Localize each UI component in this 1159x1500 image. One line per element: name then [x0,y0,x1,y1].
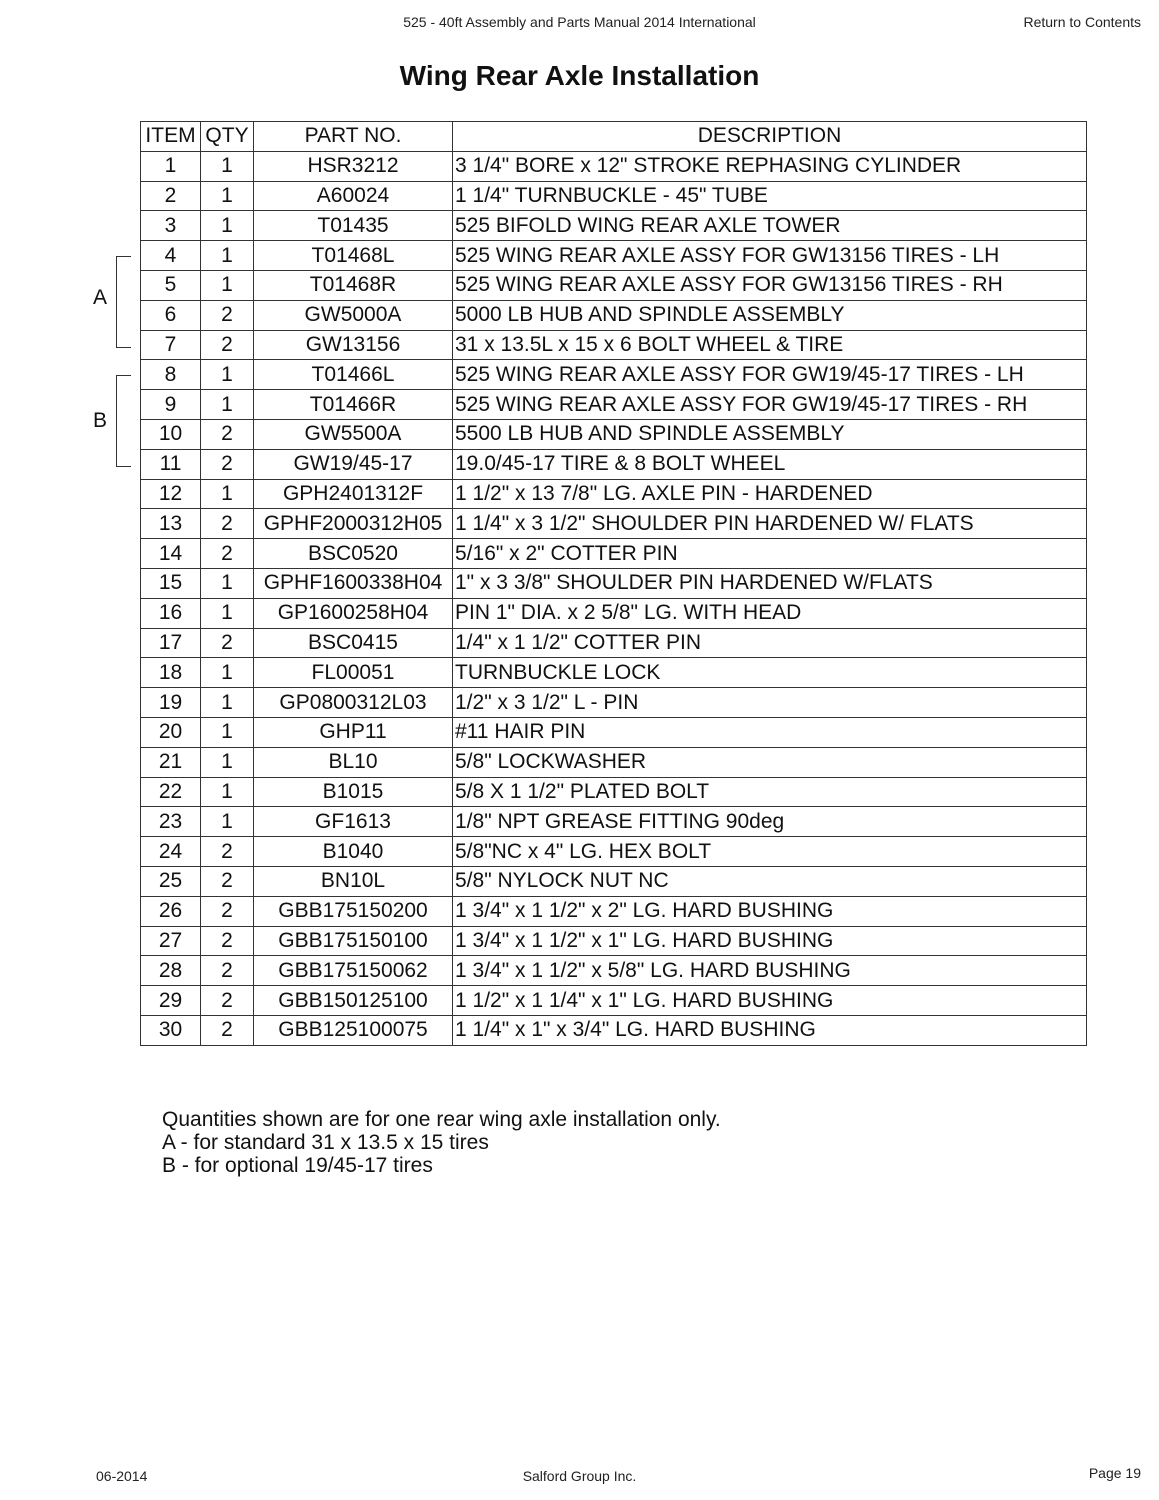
item-cell: 13 [141,509,201,539]
qty-cell: 1 [201,390,254,420]
qty-cell: 2 [201,419,254,449]
footer-date: 06-2014 [96,1468,148,1484]
part-no-cell: GPHF1600338H04 [254,568,453,598]
part-no-cell: BN10L [254,866,453,896]
qty-cell: 2 [201,539,254,569]
part-no-cell: GW13156 [254,330,453,360]
description-cell: 1 3/4" x 1 1/2" x 2" LG. HARD BUSHING [453,896,1087,926]
qty-cell: 2 [201,628,254,658]
qty-cell: 1 [201,270,254,300]
part-no-cell: B1015 [254,777,453,807]
part-no-cell: GHP11 [254,717,453,747]
part-no-cell: BSC0415 [254,628,453,658]
description-cell: 5000 LB HUB AND SPINDLE ASSEMBLY [453,300,1087,330]
item-cell: 21 [141,747,201,777]
part-no-cell: GPHF2000312H05 [254,509,453,539]
part-no-cell: T01435 [254,211,453,241]
item-cell: 7 [141,330,201,360]
page-title: Wing Rear Axle Installation [399,60,760,91]
item-cell: 22 [141,777,201,807]
item-cell: 1 [141,151,201,181]
qty-cell: 2 [201,837,254,867]
qty-cell: 2 [201,986,254,1016]
qty-cell: 1 [201,568,254,598]
description-cell: 5500 LB HUB AND SPINDLE ASSEMBLY [453,419,1087,449]
note-line: Quantities shown are for one rear wing axle installation only. [162,1108,721,1131]
table-row [141,986,1087,1016]
qty-cell: 1 [201,360,254,390]
description-cell: 1/8" NPT GREASE FITTING 90deg [453,807,1087,837]
table-row [141,300,1087,330]
part-no-cell: GBB125100075 [254,1015,453,1045]
table-row [141,896,1087,926]
qty-cell: 1 [201,777,254,807]
description-cell: 1 1/2" x 13 7/8" LG. AXLE PIN - HARDENED [453,479,1087,509]
table-row [141,539,1087,569]
qty-cell: 2 [201,330,254,360]
description-cell: 525 WING REAR AXLE ASSY FOR GW19/45-17 TIRES - LH [453,360,1087,390]
part-no-cell: GBB175150100 [254,926,453,956]
item-cell: 17 [141,628,201,658]
description-cell: 525 WING REAR AXLE ASSY FOR GW13156 TIRES - RH [453,270,1087,300]
table-row [141,419,1087,449]
table-row [141,956,1087,986]
item-cell: 2 [141,181,201,211]
table-row [141,658,1087,688]
description-cell: TURNBUCKLE LOCK [453,658,1087,688]
qty-cell: 2 [201,866,254,896]
description-cell: 525 WING REAR AXLE ASSY FOR GW13156 TIRES - LH [453,241,1087,271]
qty-cell: 1 [201,241,254,271]
qty-cell: 1 [201,658,254,688]
table-row [141,181,1087,211]
table-row [141,449,1087,479]
column-header-part-no: PART NO. [254,122,453,152]
table-row [141,717,1087,747]
description-cell: 5/8" LOCKWASHER [453,747,1087,777]
item-cell: 24 [141,837,201,867]
description-cell: 1/4" x 1 1/2" COTTER PIN [453,628,1087,658]
table-row [141,241,1087,271]
part-no-cell: A60024 [254,181,453,211]
table-row [141,688,1087,718]
table-row [141,330,1087,360]
item-cell: 28 [141,956,201,986]
item-cell: 20 [141,717,201,747]
description-cell: 3 1/4" BORE x 12" STROKE REPHASING CYLINDER [453,151,1087,181]
table-header-row [141,122,1087,152]
qty-cell: 1 [201,211,254,241]
item-cell: 4 [141,241,201,271]
column-header-qty: QTY [201,122,254,152]
table-row [141,211,1087,241]
group-b-label: B [93,409,108,432]
qty-cell: 2 [201,449,254,479]
qty-cell: 2 [201,896,254,926]
table-row [141,390,1087,420]
qty-cell: 2 [201,1015,254,1045]
description-cell: 1 1/4" TURNBUCKLE - 45" TUBE [453,181,1087,211]
part-no-cell: GF1613 [254,807,453,837]
table-row [141,509,1087,539]
group-b-bracket [116,375,131,467]
table-row [141,270,1087,300]
qty-cell: 1 [201,747,254,777]
item-cell: 6 [141,300,201,330]
table-row [141,837,1087,867]
group-a-label: A [93,286,108,309]
item-cell: 27 [141,926,201,956]
item-cell: 14 [141,539,201,569]
page-number: Page 19 [1088,1465,1141,1481]
qty-cell: 2 [201,509,254,539]
item-cell: 10 [141,419,201,449]
description-cell: 1 1/4" x 3 1/2" SHOULDER PIN HARDENED W/ FLATS [453,509,1087,539]
table-row [141,360,1087,390]
description-cell: 1 3/4" x 1 1/2" x 1" LG. HARD BUSHING [453,926,1087,956]
part-no-cell: FL00051 [254,658,453,688]
part-no-cell: T01468L [254,241,453,271]
notes [162,1108,721,1177]
description-cell: #11 HAIR PIN [453,717,1087,747]
description-cell: 31 x 13.5L x 15 x 6 BOLT WHEEL & TIRE [453,330,1087,360]
part-no-cell: T01466R [254,390,453,420]
table-row [141,777,1087,807]
part-no-cell: GP1600258H04 [254,598,453,628]
description-cell: PIN 1" DIA. x 2 5/8" LG. WITH HEAD [453,598,1087,628]
return-to-contents-link[interactable]: Return to Contents [1023,14,1141,30]
description-cell: 19.0/45-17 TIRE & 8 BOLT WHEEL [453,449,1087,479]
part-no-cell: T01466L [254,360,453,390]
description-cell: 525 BIFOLD WING REAR AXLE TOWER [453,211,1087,241]
item-cell: 30 [141,1015,201,1045]
qty-cell: 1 [201,807,254,837]
part-no-cell: B1040 [254,837,453,867]
table-row [141,568,1087,598]
description-cell: 1" x 3 3/8" SHOULDER PIN HARDENED W/FLATS [453,568,1087,598]
description-cell: 5/16" x 2" COTTER PIN [453,539,1087,569]
parts-table [140,121,1087,1046]
part-no-cell: GPH2401312F [254,479,453,509]
table-row [141,628,1087,658]
part-no-cell: GBB175150200 [254,896,453,926]
note-line: A - for standard 31 x 13.5 x 15 tires [162,1131,489,1154]
qty-cell: 2 [201,956,254,986]
qty-cell: 2 [201,926,254,956]
table-row [141,807,1087,837]
item-cell: 5 [141,270,201,300]
item-cell: 15 [141,568,201,598]
item-cell: 18 [141,658,201,688]
description-cell: 5/8 X 1 1/2" PLATED BOLT [453,777,1087,807]
item-cell: 29 [141,986,201,1016]
description-cell: 1 1/2" x 1 1/4" x 1" LG. HARD BUSHING [453,986,1087,1016]
item-cell: 19 [141,688,201,718]
part-no-cell: HSR3212 [254,151,453,181]
qty-cell: 2 [201,300,254,330]
footer-company: Salford Group Inc. [522,1468,637,1484]
table-row [141,866,1087,896]
item-cell: 26 [141,896,201,926]
manual-title: 525 - 40ft Assembly and Parts Manual 2014 International [403,14,756,30]
item-cell: 12 [141,479,201,509]
part-no-cell: GP0800312L03 [254,688,453,718]
qty-cell: 1 [201,151,254,181]
table-row [141,479,1087,509]
note-line: B - for optional 19/45-17 tires [162,1154,433,1177]
item-cell: 23 [141,807,201,837]
group-a-bracket [116,256,131,348]
part-no-cell: BSC0520 [254,539,453,569]
column-header-description: DESCRIPTION [453,122,1087,152]
column-header-item: ITEM [141,122,201,152]
part-no-cell: GW5500A [254,419,453,449]
description-cell: 1/2" x 3 1/2" L - PIN [453,688,1087,718]
description-cell: 5/8"NC x 4" LG. HEX BOLT [453,837,1087,867]
part-no-cell: GW5000A [254,300,453,330]
item-cell: 8 [141,360,201,390]
table-row [141,1015,1087,1045]
description-cell: 1 3/4" x 1 1/2" x 5/8" LG. HARD BUSHING [453,956,1087,986]
part-no-cell: GBB175150062 [254,956,453,986]
item-cell: 11 [141,449,201,479]
table-row [141,151,1087,181]
item-cell: 16 [141,598,201,628]
item-cell: 9 [141,390,201,420]
item-cell: 25 [141,866,201,896]
qty-cell: 1 [201,479,254,509]
table-row [141,926,1087,956]
parts-table-body [141,151,1087,1045]
part-no-cell: GW19/45-17 [254,449,453,479]
part-no-cell: T01468R [254,270,453,300]
qty-cell: 1 [201,181,254,211]
qty-cell: 1 [201,688,254,718]
table-row [141,598,1087,628]
description-cell: 525 WING REAR AXLE ASSY FOR GW19/45-17 TIRES - RH [453,390,1087,420]
item-cell: 3 [141,211,201,241]
qty-cell: 1 [201,717,254,747]
description-cell: 1 1/4" x 1" x 3/4" LG. HARD BUSHING [453,1015,1087,1045]
table-row [141,747,1087,777]
part-no-cell: BL10 [254,747,453,777]
part-no-cell: GBB150125100 [254,986,453,1016]
qty-cell: 1 [201,598,254,628]
description-cell: 5/8" NYLOCK NUT NC [453,866,1087,896]
